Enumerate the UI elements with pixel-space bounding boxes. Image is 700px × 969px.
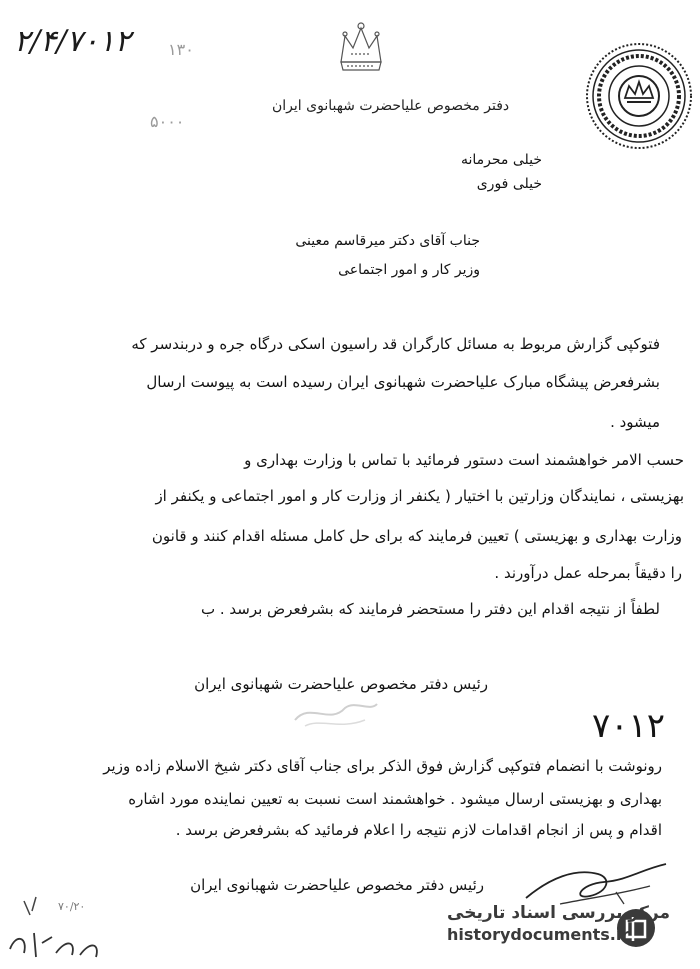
addressee-name: جناب آقای دکتر میرقاسم معینی [295, 233, 480, 249]
letter-body-line: میشود . [610, 413, 660, 431]
reference-number: ۷۰۱۲ [591, 706, 665, 746]
official-seal-icon [583, 40, 695, 152]
letter-body-line: لطفاً از نتیجه اقدام این دفتر را مستحضر فرمایند که بشرفعرض برسد . ب [200, 600, 660, 618]
letter-body-line: را دقیقاً بمرحله عمل درآورند . [494, 564, 682, 582]
office-letterhead: دفتر مخصوص علیاحضرت شهبانوی ایران [272, 98, 510, 114]
handwritten-document-number: ۲/۴/۷۰۱۲ [14, 24, 131, 59]
crown-emblem-icon [335, 18, 387, 78]
letter-body-line: وزارت بهداری و بهزیستی ) تعیین فرمایند که برای حل کامل مسئله اقدام کنند و قانون [151, 527, 682, 545]
archive-watermark [447, 903, 670, 944]
letter-body-line: بشرفعرض پیشگاه مبارک علیاحضرت شهبانوی ایران رسیده است به پیوست ارسال [146, 373, 660, 391]
cc-body-line: بهداری و بهزیستی ارسال میشود . خواهشمند است نسبت به تعیین نماینده مورد اشاره [128, 790, 662, 808]
faint-stamp-mark: ۱۳۰ [168, 40, 194, 59]
letter-body-line: فتوکپی گزارش مربوط به مسائل کارگران قد راسیون اسکی درگاه جره و دربندسر که [131, 335, 660, 353]
letter-body-line: حسب الامر خواهشمند است دستور فرمائید با تماس با وزارت بهداری و [244, 451, 684, 469]
watermark-url: historydocuments.ir [447, 925, 630, 944]
signature-title-line: رئیس دفتر مخصوص علیاحضرت شهبانوی ایران [190, 876, 484, 894]
letter-body-line: بهزیستی ، نمایندگان وزارتین با اختیار ( یکنفر از وزارت کار و امور اجتماعی و یکنفر از [155, 487, 684, 505]
addressee-title: وزیر کار و امور اجتماعی [338, 262, 480, 278]
cc-body-line: رونوشت با انضمام فتوکپی گزارش فوق الذکر برای جناب آقای دکتر شیخ الاسلام زاده وزیر [103, 757, 662, 775]
bottom-left-note: ۷۰/۲۰ [58, 900, 86, 913]
watermark-title: مرکز بررسی اسناد تاریخی [447, 903, 670, 923]
classification-urgent: خیلی فوری [476, 176, 542, 192]
classification-confidential: خیلی محرمانه [460, 152, 542, 168]
cc-body-line: اقدام و پس از انجام اقدامات لازم نتیجه را اعلام فرمائید که بشرفعرض برسد . [175, 821, 662, 839]
faint-stamp-mark: ۵۰۰۰ [150, 112, 185, 131]
faint-handwriting-mark [285, 690, 385, 735]
signature-title-line: رئیس دفتر مخصوص علیاحضرت شهبانوی ایران [194, 675, 488, 693]
